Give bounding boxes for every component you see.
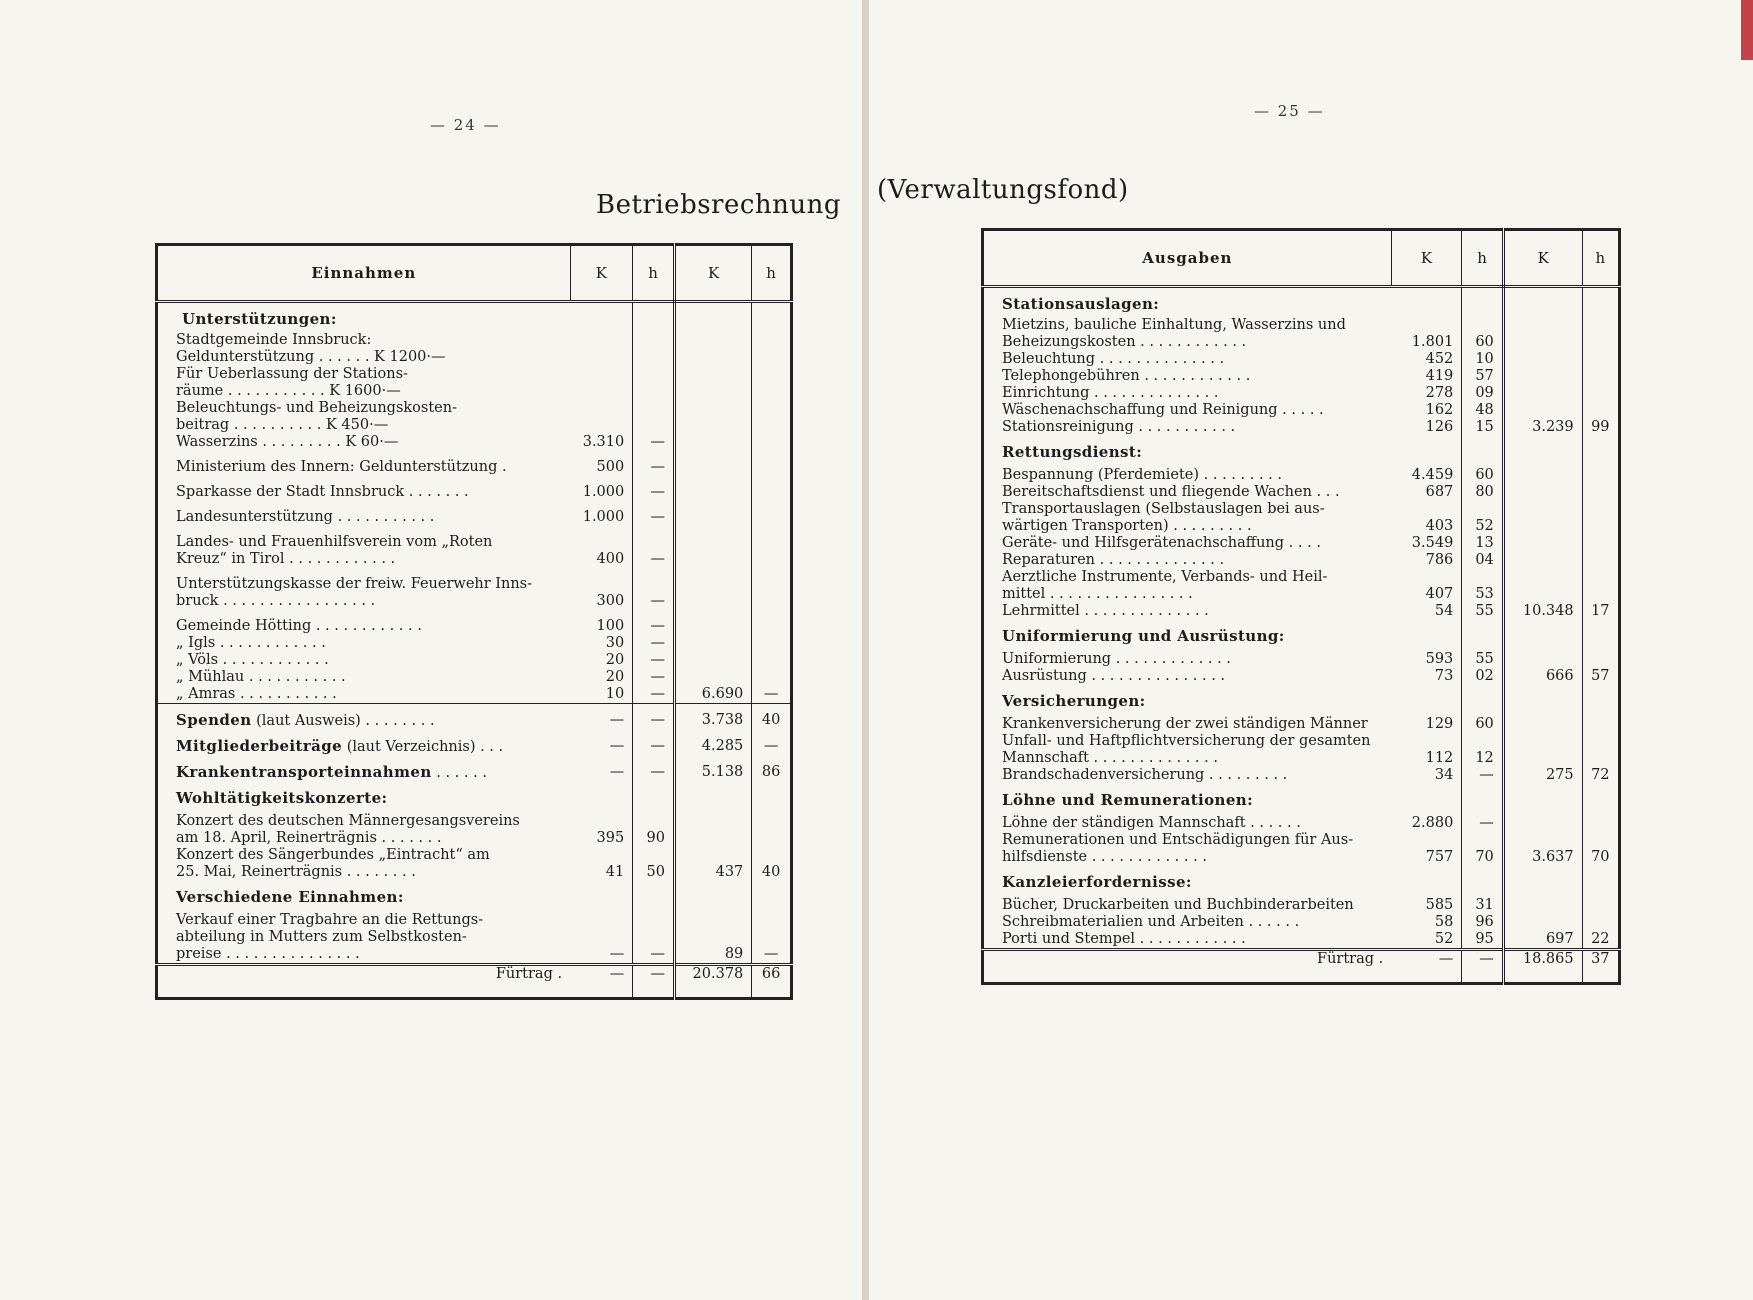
table-row-amras: „ Amras . . . . . . . . . . . — [176, 686, 337, 702]
value-k: 58 — [1391, 914, 1462, 931]
section-verschiedene-einnahmen: Verschiedene Einnahmen: — [176, 888, 404, 906]
text-line: abteilung in Mutters zum Selbstkosten- — [176, 929, 467, 945]
value-h: — — [1462, 815, 1503, 832]
value-h-total: 99 — [1591, 419, 1610, 435]
value-h: 48 — [1462, 402, 1503, 419]
value-h: 70 — [1462, 849, 1503, 866]
section-kanzleierfordernisse: Kanzleierfordernisse: — [1002, 873, 1192, 891]
value-k: 4.459 — [1391, 467, 1462, 484]
text-line: Für Ueberlassung der Stations- — [176, 366, 408, 382]
section-loehne: Löhne und Remunerationen: — [1002, 791, 1254, 809]
section-spenden: Spenden — [176, 711, 252, 729]
table-row-bespannung: Bespannung (Pferdemiete) . . . . . . . . . — [1002, 467, 1283, 483]
table-row-loehne: Löhne der ständigen Mannschaft . . . . . . — [1002, 815, 1301, 831]
table-row-spenden — [157, 712, 571, 730]
text-line: Transportauslagen (Selbstauslagen bei aus- — [1002, 501, 1325, 517]
table-row-sparkasse: Sparkasse der Stadt Innsbruck . . . . . . . — [176, 484, 469, 500]
value-k-total: 89 — [675, 946, 752, 965]
text-line: räume . . . . . . . . . . . K 1600·— — [176, 383, 401, 399]
table-row-konzert-1: am 18. April, Reinerträgnis . . . . . . . — [176, 830, 442, 846]
value-h: 80 — [1462, 484, 1503, 501]
text-line: Unfall- und Haftpflichtversicherung der gesamten — [1002, 733, 1371, 749]
value-k: — — [570, 712, 633, 730]
value-h: 95 — [1462, 931, 1503, 950]
text-line: Verkauf einer Tragbahre an die Rettungs- — [176, 912, 484, 928]
value-h: — — [633, 946, 675, 965]
section-uniformierung: Uniformierung und Ausrüstung: — [1002, 627, 1285, 645]
value-h-total: 40 — [761, 712, 781, 728]
value-h: 55 — [1462, 603, 1503, 620]
value-h: — — [633, 509, 675, 526]
left-heading: Betriebsrechnung — [596, 190, 842, 220]
value-h: 60 — [1462, 334, 1503, 351]
value-k-total: 275 — [1503, 767, 1582, 784]
table-row-einrichtung: Einrichtung . . . . . . . . . . . . . . — [1002, 385, 1219, 401]
table-row-landesunterstuetzung: Landesunterstützung . . . . . . . . . . . — [176, 509, 435, 525]
value-h-total: 86 — [761, 764, 781, 780]
value-h: 15 — [1462, 419, 1503, 436]
value-k: 52 — [1391, 931, 1462, 950]
table-row-konzert-2: 25. Mai, Reinerträgnis . . . . . . . . — [176, 864, 416, 880]
page-number-left: — 24 — — [430, 116, 501, 134]
value-k: 407 — [1391, 586, 1462, 603]
section-versicherungen: Versicherungen: — [1002, 692, 1146, 710]
table-row-voels: „ Völs . . . . . . . . . . . . — [176, 652, 329, 668]
table-row-remunerationen: hilfsdienste . . . . . . . . . . . . . — [1002, 849, 1207, 865]
value-k: — — [570, 764, 633, 782]
value-h: 04 — [1462, 552, 1503, 569]
value-k: 20 — [570, 669, 633, 686]
value-h: — — [633, 712, 675, 730]
value-h: — — [633, 593, 675, 610]
value-h: — — [633, 434, 675, 451]
value-k: 278 — [1391, 385, 1462, 402]
value-h-total: 57 — [1591, 668, 1610, 684]
value-k: 30 — [570, 635, 633, 652]
table-row-muehlau: „ Mühlau . . . . . . . . . . . — [176, 669, 346, 685]
value-h: 60 — [1462, 467, 1503, 484]
value-k: 1.000 — [570, 509, 633, 526]
fuertrag-total-h: 66 — [761, 966, 781, 982]
text-line: . . . . . . — [436, 765, 487, 781]
value-h: 52 — [1462, 518, 1503, 535]
text-line: beitrag . . . . . . . . . . K 450·— — [176, 417, 389, 433]
value-h: 13 — [1462, 535, 1503, 552]
text-line: Mietzins, bauliche Einhaltung, Wasserzins und — [1002, 317, 1346, 333]
table-row-bereitschaftsdienst: Bereitschaftsdienst und fliegende Wachen . . . — [1002, 484, 1340, 500]
table-row-ministerium: Ministerium des Innern: Geldunterstützung . — [176, 459, 507, 475]
table-row-buecher: Bücher, Druckarbeiten und Buchbinderarbeiten — [1002, 897, 1354, 913]
section-rettungsdienst: Rettungsdienst: — [1002, 443, 1143, 461]
value-h-total: — — [763, 686, 779, 702]
value-k: 593 — [1391, 651, 1462, 668]
text-line: Remunerationen und Entschädigungen für Aus- — [1002, 832, 1354, 848]
value-h: 90 — [633, 830, 675, 847]
table-row-stationsreinigung: Stationsreinigung . . . . . . . . . . . — [1002, 419, 1236, 435]
table-row-wasserzins: Wasserzins . . . . . . . . . K 60·— — [176, 434, 399, 450]
value-k: 1.801 — [1391, 334, 1462, 351]
value-k: — — [1391, 950, 1462, 984]
col-header-h2: h — [752, 245, 792, 302]
expense-table — [981, 228, 1621, 985]
value-k: 10 — [570, 686, 633, 704]
value-h: 60 — [1462, 716, 1503, 733]
section-krankentransport: Krankentransporteinnahmen — [176, 763, 432, 781]
text-line: Beleuchtungs- und Beheizungskosten- — [176, 400, 457, 416]
section-mitgliederbeitraege: Mitgliederbeiträge — [176, 737, 343, 755]
table-row-uniformierung: Uniformierung . . . . . . . . . . . . . — [1002, 651, 1231, 667]
section-wohltaetigkeitskonzerte: Wohltätigkeitskonzerte: — [176, 789, 388, 807]
fuertrag-label: Fürtrag . — [1317, 951, 1384, 967]
table-row-krankentransport — [157, 764, 571, 782]
value-h: — — [633, 764, 675, 782]
value-h: — — [633, 551, 675, 568]
value-k: 41 — [570, 864, 633, 881]
value-h: — — [633, 618, 675, 635]
value-k: 403 — [1391, 518, 1462, 535]
table-row-roten-kreuz: Kreuz“ in Tirol . . . . . . . . . . . . — [176, 551, 396, 567]
right-page — [869, 0, 1753, 1300]
table-row-instrumente: mittel . . . . . . . . . . . . . . . . — [1002, 586, 1193, 602]
page-number-right: — 25 — — [1254, 102, 1325, 120]
value-k: 162 — [1391, 402, 1462, 419]
right-heading: (Verwaltungsfond) — [877, 175, 1129, 205]
value-k-total: 4.285 — [675, 738, 752, 756]
value-k: 300 — [570, 593, 633, 610]
value-k-total: 10.348 — [1503, 603, 1582, 620]
value-h-total: 72 — [1591, 767, 1610, 783]
value-k: 452 — [1391, 351, 1462, 368]
table-row-krankenversicherung: Krankenversicherung der zwei ständigen Männer — [1002, 716, 1368, 732]
table-row-tragbahre: preise . . . . . . . . . . . . . . . — [176, 946, 360, 962]
value-h: 50 — [633, 864, 675, 881]
text-line: Konzert des deutschen Männergesangsvereins — [176, 813, 520, 829]
value-h: 02 — [1462, 668, 1503, 685]
value-h-total: 17 — [1591, 603, 1610, 619]
value-h-total: — — [763, 946, 779, 962]
value-h: 10 — [1462, 351, 1503, 368]
value-h-total: 40 — [761, 864, 781, 880]
value-h: — — [633, 484, 675, 501]
section-unterstuetzungen: Unterstützungen: — [182, 310, 337, 328]
col-header-h1: h — [1462, 230, 1503, 287]
table-row-schreibmaterialien: Schreibmaterialien und Arbeiten . . . . . . — [1002, 914, 1300, 930]
value-h: — — [633, 738, 675, 756]
table-row-beleuchtung: Beleuchtung . . . . . . . . . . . . . . — [1002, 351, 1225, 367]
text-line: Aerztliche Instrumente, Verbands- und Heil- — [1002, 569, 1328, 585]
col-header-k1: K — [570, 245, 633, 302]
value-k-total: 666 — [1503, 668, 1582, 685]
col-header-k2: K — [1503, 230, 1582, 287]
value-h: 12 — [1462, 750, 1503, 767]
value-h-total: 22 — [1591, 931, 1610, 947]
table-row-hoetting: Gemeinde Hötting . . . . . . . . . . . . — [176, 618, 422, 634]
value-k: 126 — [1391, 419, 1462, 436]
value-k: — — [570, 738, 633, 756]
table-row-mietzins: Beheizungskosten . . . . . . . . . . . . — [1002, 334, 1247, 350]
text-line: (laut Ausweis) . . . . . . . . — [256, 713, 435, 729]
income-table — [155, 243, 793, 1000]
value-k: 687 — [1391, 484, 1462, 501]
value-h: 53 — [1462, 586, 1503, 603]
text-line: Stadtgemeinde Innsbruck: — [176, 332, 372, 348]
value-h: — — [633, 669, 675, 686]
table-row-reparaturen: Reparaturen . . . . . . . . . . . . . . — [1002, 552, 1225, 568]
col-header-h1: h — [633, 245, 675, 302]
value-h: — — [633, 965, 675, 999]
value-k: 129 — [1391, 716, 1462, 733]
value-h-total: — — [763, 738, 779, 754]
book-gutter — [862, 0, 869, 1300]
value-h: — — [1462, 950, 1503, 984]
fuertrag-total-k: 20.378 — [675, 965, 752, 999]
table-row-waesche: Wäschenachschaffung und Reinigung . . . . . — [1002, 402, 1324, 418]
value-k: 3.310 — [570, 434, 633, 451]
text-line: (laut Verzeichnis) . . . — [346, 739, 504, 755]
table-row-telephon: Telephongebühren . . . . . . . . . . . . — [1002, 368, 1251, 384]
table-row-unfallversicherung: Mannschaft . . . . . . . . . . . . . . — [1002, 750, 1218, 766]
value-h: — — [1462, 767, 1503, 784]
col-header-ausgaben: Ausgaben — [983, 230, 1392, 287]
value-k: 3.549 — [1391, 535, 1462, 552]
value-k: 112 — [1391, 750, 1462, 767]
value-k: 73 — [1391, 668, 1462, 685]
page-edge-marker — [1741, 0, 1753, 60]
table-row-lehrmittel: Lehrmittel . . . . . . . . . . . . . . — [1002, 603, 1209, 619]
value-k: — — [570, 946, 633, 965]
col-header-einnahmen: Einnahmen — [157, 245, 571, 302]
value-h-total: 70 — [1591, 849, 1610, 865]
value-h: 96 — [1462, 914, 1503, 931]
value-h: 57 — [1462, 368, 1503, 385]
value-k: 54 — [1391, 603, 1462, 620]
value-h: — — [633, 686, 675, 704]
value-k-total: 3.637 — [1503, 849, 1582, 866]
value-k: 395 — [570, 830, 633, 847]
value-k: 100 — [570, 618, 633, 635]
fuertrag-total-k: 18.865 — [1503, 950, 1582, 984]
table-row-feuerwehr: bruck . . . . . . . . . . . . . . . . . — [176, 593, 376, 609]
value-k-total: 5.138 — [675, 764, 752, 782]
value-h: — — [633, 635, 675, 652]
table-row-transportauslagen: wärtigen Transporten) . . . . . . . . . — [1002, 518, 1252, 534]
table-row-igls: „ Igls . . . . . . . . . . . . — [176, 635, 326, 651]
value-k-total: 6.690 — [675, 686, 752, 704]
table-row-brandschaden: Brandschadenversicherung . . . . . . . . . — [1002, 767, 1288, 783]
value-k: 419 — [1391, 368, 1462, 385]
left-page — [0, 0, 862, 1300]
section-stationsauslagen: Stationsauslagen: — [1002, 295, 1160, 313]
value-k: 20 — [570, 652, 633, 669]
text-line: Unterstützungskasse der freiw. Feuerwehr Inns- — [176, 576, 533, 592]
col-header-k2: K — [675, 245, 752, 302]
table-row-mitgliederbeitraege — [157, 738, 571, 756]
value-k-total: 3.738 — [675, 712, 752, 730]
table-row-geraete: Geräte- und Hilfsgerätenachschaffung . . . . — [1002, 535, 1321, 551]
text-line: Landes- und Frauenhilfsverein vom „Roten — [176, 534, 493, 550]
text-line: Konzert des Sängerbundes „Eintracht“ am — [176, 847, 490, 863]
col-header-h2: h — [1582, 230, 1619, 287]
fuertrag-total-h: 37 — [1591, 951, 1610, 967]
value-k: — — [570, 965, 633, 999]
table-row-porti: Porti und Stempel . . . . . . . . . . . . — [1002, 931, 1246, 947]
value-k: 34 — [1391, 767, 1462, 784]
value-k: 400 — [570, 551, 633, 568]
value-h: 55 — [1462, 651, 1503, 668]
value-k-total: 3.239 — [1503, 419, 1582, 436]
value-h: — — [633, 459, 675, 476]
fuertrag-label: Fürtrag . — [495, 966, 563, 982]
value-k: 786 — [1391, 552, 1462, 569]
text-line: Geldunterstützung . . . . . . K 1200·— — [176, 349, 446, 365]
value-h: — — [633, 652, 675, 669]
value-k: 585 — [1391, 897, 1462, 914]
value-k: 757 — [1391, 849, 1462, 866]
value-k: 2.880 — [1391, 815, 1462, 832]
value-k-total: 697 — [1503, 931, 1582, 950]
value-k: 1.000 — [570, 484, 633, 501]
value-k-total: 437 — [675, 864, 752, 881]
value-k: 500 — [570, 459, 633, 476]
value-h: 31 — [1462, 897, 1503, 914]
table-row-ausruestung: Ausrüstung . . . . . . . . . . . . . . . — [1002, 668, 1226, 684]
col-header-k1: K — [1391, 230, 1462, 287]
value-h: 09 — [1462, 385, 1503, 402]
